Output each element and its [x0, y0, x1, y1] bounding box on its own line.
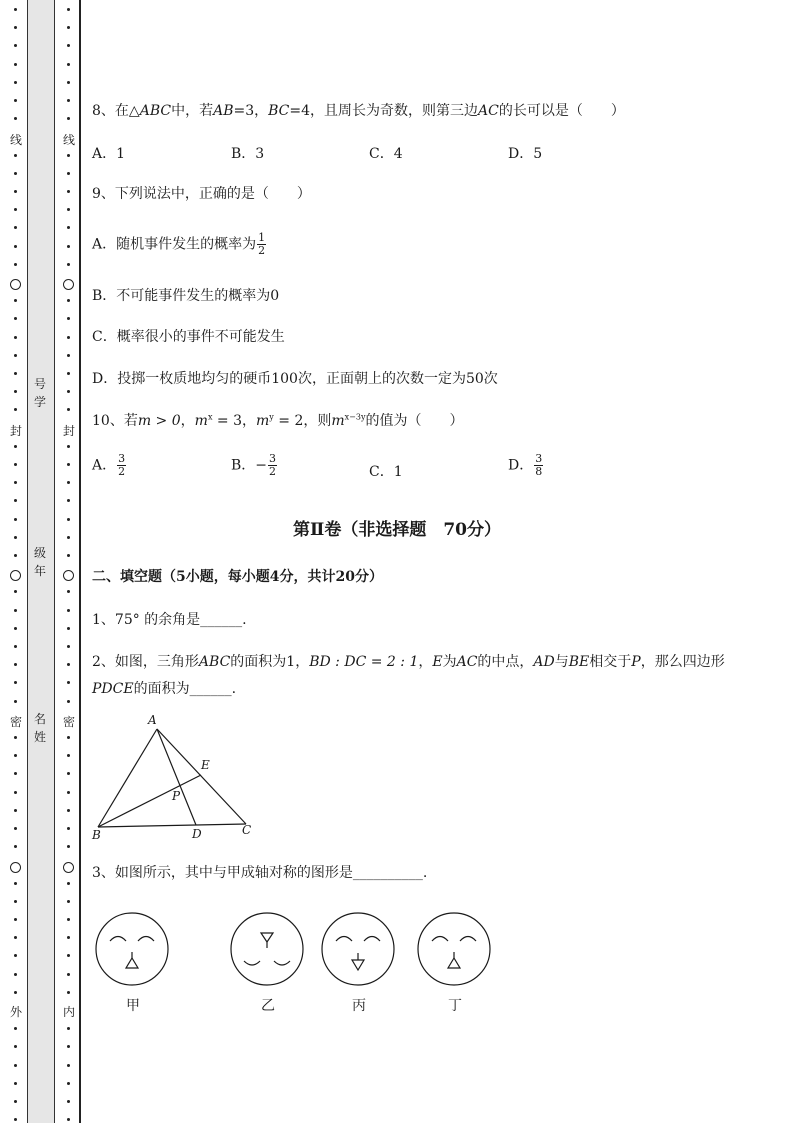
seal-dot	[14, 681, 17, 684]
q9-option-a[interactable]	[92, 232, 267, 257]
seal-dot	[67, 936, 70, 939]
f2-text-4: 为	[442, 654, 457, 670]
q10-cond2-base: m	[194, 413, 208, 429]
seal-circle-icon	[10, 570, 21, 581]
seal-dot	[14, 372, 17, 375]
seal-dot	[14, 754, 17, 757]
q9-option-b[interactable]: B．不可能事件发生的概率为0	[92, 288, 280, 304]
seal-line-label: 密	[62, 715, 75, 729]
seal-dot	[14, 1045, 17, 1048]
seal-line-label: 线	[9, 133, 22, 147]
seal-dot	[14, 609, 17, 612]
seal-dot	[14, 81, 17, 84]
seal-circle-icon	[63, 862, 74, 873]
seal-dot	[14, 26, 17, 29]
seal-dot	[67, 900, 70, 903]
seal-dot	[14, 791, 17, 794]
f2-text-2: 的面积为1，	[230, 654, 310, 670]
segment-ad	[157, 729, 196, 825]
q10-cond3-exponent: y	[269, 412, 274, 422]
q10-option-a[interactable]	[92, 453, 127, 478]
seal-dot	[14, 991, 17, 994]
seal-dot	[67, 845, 70, 848]
seal-dot	[67, 736, 70, 739]
seal-dot	[67, 627, 70, 630]
field-label-name-1: 名	[33, 712, 46, 726]
fraction-denominator: 8	[535, 465, 543, 478]
seal-dot	[67, 1100, 70, 1103]
seal-dot	[14, 772, 17, 775]
q10-expression-base: m	[331, 413, 345, 429]
fraction-numerator: 3	[118, 452, 126, 465]
seal-dot	[14, 499, 17, 502]
seal-dot	[14, 645, 17, 648]
f2-e: E	[432, 654, 443, 670]
q10-option-b-label: B．−	[231, 457, 268, 474]
field-label-number-2: 学	[33, 395, 46, 409]
vertex-b-label: B	[92, 828, 101, 842]
q8-option-c[interactable]: C．4	[369, 146, 403, 162]
question-9: 9、下列说法中，正确的是（ ）	[92, 186, 311, 202]
f2-text-1: 2、如图，三角形	[92, 654, 199, 670]
q8-text-5: 的长可以是（ ）	[498, 103, 625, 119]
q8-ab: AB	[213, 103, 234, 119]
q8-text-4: =4，且周长为奇数，则第三边	[289, 103, 479, 119]
f2-abc: ABC	[198, 654, 231, 670]
seal-dot	[67, 1027, 70, 1030]
seal-dot	[14, 627, 17, 630]
f2-ac: AC	[456, 654, 478, 670]
seal-dot	[14, 481, 17, 484]
q10-expression-exponent: x−3y	[344, 412, 366, 422]
seal-dot	[14, 154, 17, 157]
seal-dot	[67, 954, 70, 957]
seal-dot	[14, 172, 17, 175]
q10-option-b-fraction	[268, 453, 277, 478]
seal-dot	[67, 499, 70, 502]
inner-dotted-seal-line	[63, 0, 75, 1123]
vertex-c-label: C	[242, 823, 252, 837]
f2-text-6: 与	[554, 654, 569, 670]
seal-dot	[67, 554, 70, 557]
q8-bc: BC	[268, 103, 290, 119]
seal-dot	[14, 117, 17, 120]
seal-dot	[67, 390, 70, 393]
f2-text-5: 的中点，	[477, 654, 534, 670]
point-d-label: D	[192, 827, 202, 841]
seal-dot	[67, 991, 70, 994]
seal-dot	[67, 700, 70, 703]
fraction-denominator: 2	[269, 465, 277, 478]
field-label-grade-2: 年	[33, 564, 46, 578]
field-label-grade-1: 级	[33, 546, 46, 560]
seal-line-label: 封	[9, 424, 22, 438]
seal-dot	[14, 208, 17, 211]
seal-dot	[14, 736, 17, 739]
seal-dot	[14, 1082, 17, 1085]
f2-pdce: PDCE	[92, 681, 134, 697]
seal-circle-icon	[63, 279, 74, 290]
fraction-numerator: 3	[269, 452, 277, 465]
seal-circle-icon	[63, 570, 74, 581]
triangle-figure	[88, 710, 268, 845]
seal-dot	[14, 918, 17, 921]
seal-dot	[67, 463, 70, 466]
f2-text-9: 的面积为______.	[133, 681, 237, 697]
face-bing	[322, 913, 394, 985]
q9-option-a-text: A．随机事件发生的概率为	[92, 236, 257, 253]
seal-line-label: 封	[62, 424, 75, 438]
q10-sep-2: ，	[242, 413, 256, 429]
outer-dotted-seal-line	[10, 0, 22, 1123]
face-label-yi: 乙	[261, 998, 275, 1014]
seal-dot	[14, 1027, 17, 1030]
fraction-denominator: 2	[258, 244, 266, 257]
seal-dot	[67, 918, 70, 921]
fill-question-3: 3、如图所示，其中与甲成轴对称的图形是__________.	[92, 865, 428, 881]
seal-dot	[14, 299, 17, 302]
seal-dot	[14, 936, 17, 939]
q8-number: 8、	[92, 103, 115, 119]
seal-dot	[67, 754, 70, 757]
seal-circle-icon	[10, 279, 21, 290]
fraction-numerator: 1	[258, 231, 266, 244]
q8-abc: ABC	[139, 103, 172, 119]
vertex-a-label: A	[148, 713, 157, 727]
seal-dot	[67, 336, 70, 339]
seal-dot	[67, 590, 70, 593]
q8-text-1: 在△	[114, 103, 140, 119]
q10-prefix: 10、若	[92, 413, 138, 429]
seal-dot	[67, 827, 70, 830]
seal-dot	[14, 408, 17, 411]
f2-text-8: ，那么四边形	[640, 654, 725, 670]
q10-then: ，则	[303, 413, 332, 429]
seal-dot	[67, 263, 70, 266]
q10-option-d-label: D．	[508, 457, 534, 474]
seal-dot	[14, 954, 17, 957]
q10-option-c[interactable]: C．1	[369, 464, 403, 480]
section-2-subtitle: 二、填空题（5小题，每小题4分，共计20分）	[92, 569, 383, 585]
fraction-denominator: 2	[118, 465, 126, 478]
seal-dot	[67, 245, 70, 248]
seal-dot	[67, 772, 70, 775]
f2-text-7: 相交于	[589, 654, 632, 670]
seal-dot	[14, 663, 17, 666]
seal-dot	[14, 1100, 17, 1103]
q9-option-c[interactable]: C．概率很小的事件不可能发生	[92, 329, 285, 345]
seal-dot	[14, 882, 17, 885]
binding-inner-line	[79, 0, 81, 1123]
q10-cond2-value: = 3	[212, 413, 242, 429]
seal-dot	[67, 481, 70, 484]
seal-dot	[67, 372, 70, 375]
f2-ratio: BD : DC = 2 : 1	[309, 654, 419, 670]
seal-dot	[67, 1045, 70, 1048]
q8-option-b[interactable]: B．3	[231, 146, 265, 162]
seal-dot	[67, 882, 70, 885]
q8-option-a[interactable]: A．1	[92, 146, 126, 162]
seal-dot	[14, 390, 17, 393]
seal-dot	[67, 1118, 70, 1121]
q10-option-a-label: A．	[92, 457, 117, 474]
seal-dot	[14, 354, 17, 357]
field-label-number-1: 号	[33, 377, 46, 391]
q10-option-d-fraction	[534, 453, 543, 478]
face-label-ding: 丁	[448, 998, 462, 1014]
seal-dot	[14, 973, 17, 976]
seal-dot	[67, 44, 70, 47]
seal-dot	[14, 900, 17, 903]
face-label-jia: 甲	[126, 998, 140, 1014]
seal-line-label: 线	[62, 133, 75, 147]
seal-dot	[14, 190, 17, 193]
q10-cond3-value: = 2	[273, 413, 304, 429]
seal-dot	[67, 445, 70, 448]
q9-option-a-fraction	[257, 232, 266, 257]
seal-dot	[67, 317, 70, 320]
seal-dot	[14, 44, 17, 47]
seal-line-label: 外	[9, 1005, 22, 1019]
q9-option-d[interactable]: D．投掷一枚质地均匀的硬币100次，正面朝上的次数一定为50次	[92, 371, 498, 387]
seal-dot	[67, 354, 70, 357]
q8-text-2: 中，若	[171, 103, 214, 119]
fill-question-2	[92, 651, 725, 671]
seal-dot	[14, 554, 17, 557]
q8-ac: AC	[478, 103, 499, 119]
field-label-name-2: 姓	[33, 730, 46, 744]
seal-dot	[67, 609, 70, 612]
seal-dot	[67, 681, 70, 684]
seal-dot	[67, 299, 70, 302]
q8-option-d[interactable]: D．5	[508, 146, 543, 162]
seal-dot	[67, 645, 70, 648]
seal-dot	[14, 336, 17, 339]
question-10	[92, 410, 463, 430]
seal-dot	[67, 973, 70, 976]
seal-dot	[67, 172, 70, 175]
seal-dot	[14, 827, 17, 830]
q10-option-d[interactable]	[508, 453, 544, 478]
faces-figure	[90, 908, 500, 998]
seal-dot	[14, 845, 17, 848]
seal-dot	[67, 117, 70, 120]
f2-text-3: ，	[418, 654, 433, 670]
side-bc	[98, 824, 246, 827]
q10-sep-1: ，	[180, 413, 195, 429]
seal-dot	[14, 63, 17, 66]
seal-dot	[14, 445, 17, 448]
seal-dot	[14, 1064, 17, 1067]
seal-dot	[67, 226, 70, 229]
seal-dot	[14, 263, 17, 266]
seal-dot	[14, 317, 17, 320]
seal-dot	[67, 408, 70, 411]
section-2-title: 第Ⅱ卷（非选择题 70分）	[293, 520, 501, 540]
seal-dot	[14, 226, 17, 229]
seal-dot	[14, 1118, 17, 1121]
seal-dot	[67, 663, 70, 666]
f2-be: BE	[568, 654, 590, 670]
q10-cond3-base: m	[256, 413, 270, 429]
seal-dot	[14, 8, 17, 11]
q10-option-a-fraction	[117, 453, 126, 478]
f2-p: P	[631, 654, 641, 670]
face-yi	[231, 913, 303, 985]
seal-dot	[67, 26, 70, 29]
seal-dot	[67, 99, 70, 102]
seal-dot	[67, 809, 70, 812]
seal-dot	[67, 190, 70, 193]
seal-dot	[67, 8, 70, 11]
question-8	[92, 100, 625, 120]
seal-line-label: 内	[62, 1005, 75, 1019]
point-e-label: E	[201, 758, 210, 772]
seal-line-label: 密	[9, 715, 22, 729]
seal-circle-icon	[10, 862, 21, 873]
q10-option-b[interactable]	[231, 453, 278, 478]
seal-dot	[67, 63, 70, 66]
seal-dot	[67, 1082, 70, 1085]
seal-dot	[14, 99, 17, 102]
face-label-bing: 丙	[352, 998, 366, 1014]
q10-suffix: 的值为（ ）	[365, 413, 464, 429]
fraction-numerator: 3	[535, 452, 543, 465]
fill-question-1: 1、75° 的余角是______.	[92, 612, 247, 628]
seal-dot	[14, 590, 17, 593]
q10-condition-1: m > 0	[137, 413, 181, 429]
seal-dot	[67, 1064, 70, 1067]
q10-cond2-exponent: x	[207, 412, 213, 422]
seal-dot	[67, 154, 70, 157]
binding-margin-strip	[27, 0, 55, 1123]
face-ding	[418, 913, 490, 985]
q8-text-3: =3，	[233, 103, 269, 119]
face-jia	[96, 913, 168, 985]
seal-dot	[14, 700, 17, 703]
seal-dot	[14, 463, 17, 466]
seal-dot	[14, 245, 17, 248]
f2-ad: AD	[533, 654, 555, 670]
point-p-label: P	[172, 789, 181, 803]
seal-dot	[67, 81, 70, 84]
seal-dot	[14, 809, 17, 812]
seal-dot	[67, 208, 70, 211]
fill-question-2-line-2	[92, 678, 236, 698]
side-ac	[157, 729, 246, 824]
seal-dot	[67, 791, 70, 794]
